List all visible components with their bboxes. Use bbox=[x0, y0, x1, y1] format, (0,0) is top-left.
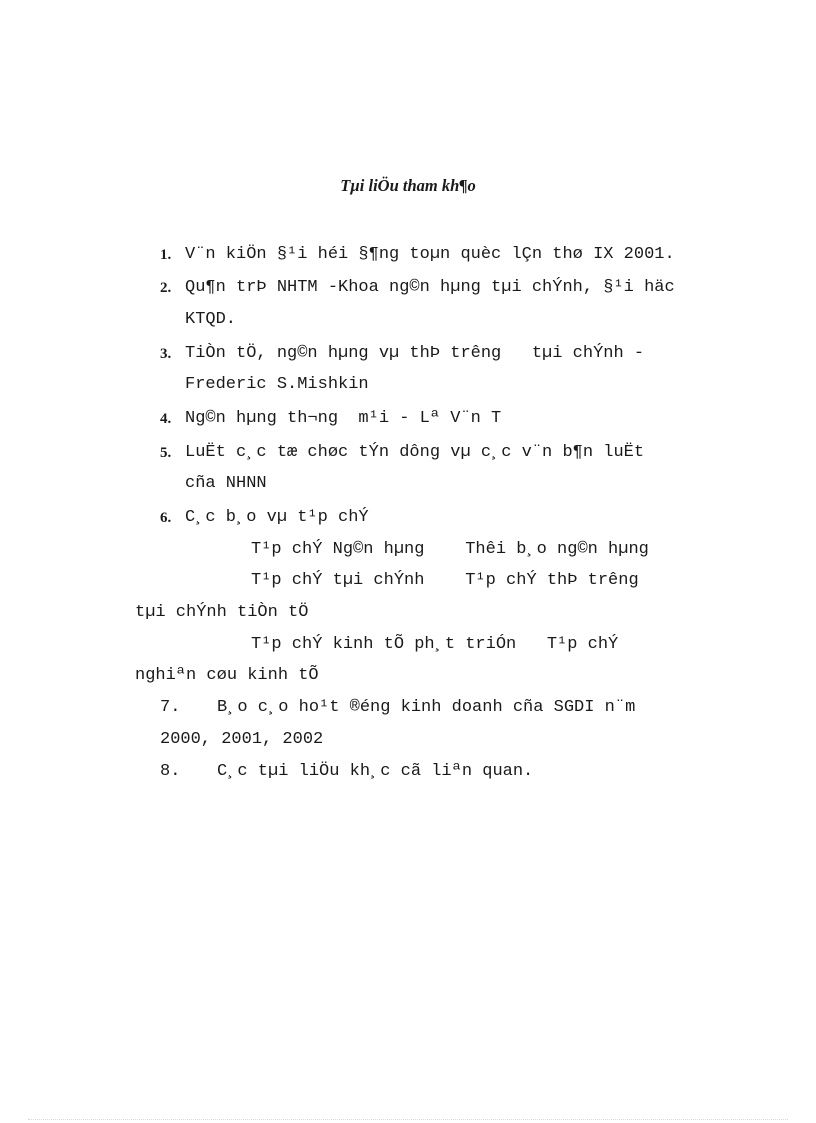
reference-number: 4. bbox=[160, 411, 172, 427]
reference-text: B¸o c¸o ho¹t ®éng kinh doanh cña SGDI n¨m bbox=[217, 698, 636, 717]
journal-line: tµi chÝnh tiÒn tÖ bbox=[135, 603, 309, 622]
reference-number: 1. bbox=[160, 247, 172, 263]
reference-text: V¨n kiÖn §¹i héi §¶ng toµn quèc lÇn thø IX 2001. bbox=[185, 245, 675, 264]
reference-number: 8. bbox=[160, 762, 181, 781]
reference-text: C¸c b¸o vµ t¹p chÝ bbox=[185, 508, 369, 527]
page-bottom-rule bbox=[28, 1119, 788, 1120]
journal-line: T¹p chÝ Ng©n hµng Thêi b¸o ng©n hµng bbox=[251, 540, 649, 559]
reference-text: LuËt c¸c tæ chøc tÝn dông vµ c¸c v¨n b¶n luËt bbox=[185, 443, 645, 462]
reference-number: 5. bbox=[160, 445, 172, 461]
reference-number: 6. bbox=[160, 510, 172, 526]
reference-number: 2. bbox=[160, 280, 172, 296]
journal-line: nghiªn cøu kinh tÕ bbox=[135, 666, 319, 685]
reference-text: KTQD. bbox=[185, 310, 237, 329]
journal-line: T¹p chÝ kinh tÕ ph¸t triÓn T¹p chÝ bbox=[251, 635, 619, 654]
page-title: Tµi liÖu tham kh¶o bbox=[340, 176, 476, 195]
reference-text: Ng©n hµng th¬ng m¹i - Lª V¨n T bbox=[185, 409, 502, 428]
reference-text: Qu¶n trÞ NHTM -Khoa ng©n hµng tµi chÝnh, §¹i häc bbox=[185, 278, 675, 297]
reference-text: cña NHNN bbox=[185, 474, 267, 493]
reference-text: C¸c tµi liÖu kh¸c cã liªn quan. bbox=[217, 762, 534, 781]
journal-line: T¹p chÝ tµi chÝnh T¹p chÝ thÞ trêng bbox=[251, 571, 639, 590]
reference-number: 3. bbox=[160, 346, 172, 362]
reference-number: 7. bbox=[160, 698, 181, 717]
reference-text: Frederic S.Mishkin bbox=[185, 375, 369, 394]
reference-text: TiÒn tÖ, ng©n hµng vµ thÞ trêng tµi chÝnh - bbox=[185, 344, 645, 363]
reference-text: 2000, 2001, 2002 bbox=[160, 730, 324, 749]
